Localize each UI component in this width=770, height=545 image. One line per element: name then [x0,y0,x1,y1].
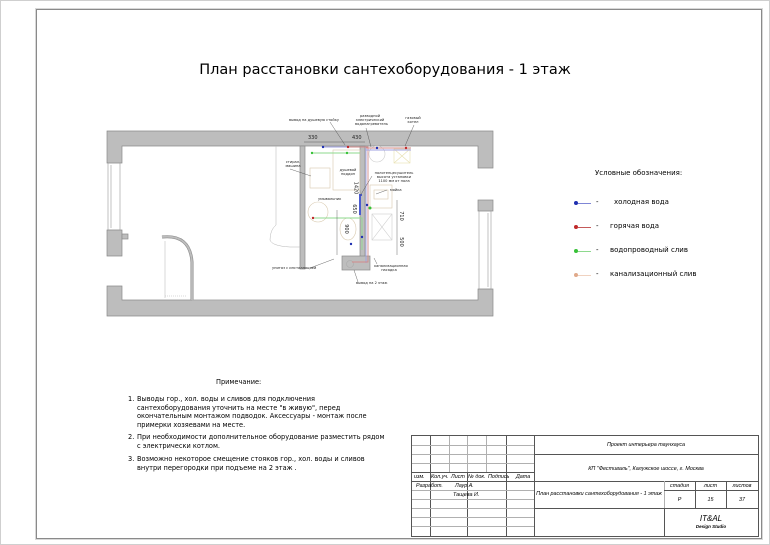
sheet-label: лист [703,483,718,489]
dim-650: 650 [350,204,357,214]
sheet-title: План расстановки сантехоборудования - 1 этаж [536,491,662,497]
label-gas-boiler: газовый котел [405,116,421,124]
col-signature: Подпись [488,474,510,480]
sheets-value: 37 [739,497,745,503]
company-subtitle: Design Studio [695,524,727,529]
cold-water-line [578,203,591,204]
legend-label: канализационный слив [610,270,697,278]
label-shower-tray: душевой поддон [339,168,357,176]
water-drain-line [578,251,591,252]
windows [108,163,491,289]
label-outlet-2nd-floor: вывод на 2 этаж [356,281,388,285]
col-doc-num: № док. [468,474,486,480]
legend-item-cold-water: - холодная вода [560,198,720,208]
legend-item-hot-water: - горячая вода [560,222,720,232]
label-sink: мойка [390,188,402,192]
label-shower-outlet: вывод на душевую стойку [289,118,340,122]
col-kol-uch: Кол.уч. [431,474,449,480]
legend-label: водопроводный слив [610,246,688,254]
dim-900: 900 [342,224,349,234]
project-name: Проект интерьера таунхауса [606,442,686,448]
col-izm: изм. [414,474,425,480]
label-sewer-nozzle: канализационная насадка [374,264,408,272]
developed-label: Разработ. [416,483,443,489]
legend-item-water-drain: - водопроводный слив [560,246,720,256]
dim-710: 710 [397,211,404,221]
label-washing-machine: стирал. машина [285,160,301,168]
hot-water-line [578,227,591,228]
sewer-drain-line [578,275,591,276]
legend-item-sewer-drain: - канализационный слив [560,270,720,280]
stage-label: стадия [670,483,689,489]
legend-label: холодная вода [614,198,669,206]
drawing-title: План расстановки сантехоборудования - 1 этаж [199,62,571,78]
dim-500: 500 [397,237,404,247]
author-2: Тащева И. [453,492,480,498]
title-block [411,435,759,537]
dim-1420: 1420 [352,181,359,195]
dim-430: 430 [352,135,362,141]
stage-value: Р [677,497,682,503]
label-washbasin: умывальник [318,197,342,201]
col-date: Дата [516,474,531,480]
legend-title: Условные обозначения: [595,169,683,177]
project-address: КП "Фестиваль", Калужское шоссе, г. Москва [588,466,704,472]
legend-label: горячая вода [610,222,660,230]
label-toilet: унитаз с инсталляцией [272,266,317,270]
col-list: Лист [451,474,465,480]
sheets-label: листов [732,483,752,489]
notes-title: Примечание: [216,378,262,386]
label-towel-dryer: полотенцесушитель высота установки 1100 мм от пола [374,171,414,183]
sheet-value: 15 [707,497,714,503]
author-1: Лаур А. [455,483,474,489]
dim-330: 330 [308,135,318,141]
company-logo: IT&AL [699,514,723,523]
label-water-heater: разводной электрический водонагреватель [355,114,388,126]
